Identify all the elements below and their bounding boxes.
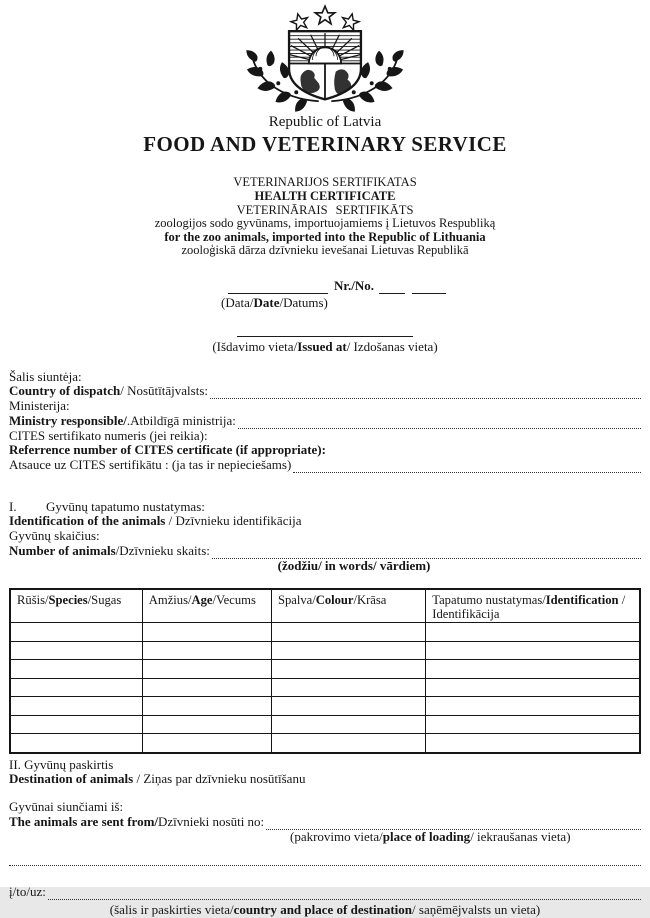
animals-table-empty-cell xyxy=(271,641,425,660)
issued-caption-post: / Izdošanas vieta) xyxy=(346,338,438,354)
animals-table-empty-row xyxy=(10,623,640,642)
animals-table-empty-cell xyxy=(142,734,271,753)
animals-table-empty-cell xyxy=(271,734,425,753)
destination-caption xyxy=(9,902,641,918)
place-of-loading-caption xyxy=(290,830,641,845)
header-segment-bold: Age xyxy=(191,593,213,608)
destination-line xyxy=(9,885,641,900)
certificate-title-lv: VETERINĀRAIS SERTIFIKĀTS xyxy=(236,203,414,217)
to-label: į/to/uz: xyxy=(9,884,46,900)
number-of-animals-line xyxy=(9,544,641,559)
section1-heading-lt-text: Gyvūnų tapatumo nustatymas: xyxy=(46,498,205,514)
cites-label-lv: Atsauce uz CITES sertifikātu : (ja tas ir nepieciešams) xyxy=(9,457,292,472)
animals-table-empty-cell xyxy=(271,660,425,679)
sent-from-label-lt: Gyvūnai siunčiami iš: xyxy=(9,799,124,815)
cites-label-en: Referrence number of CITES certificate (if appropriate): xyxy=(9,442,326,458)
animals-table-empty-cell xyxy=(426,660,640,679)
animals-table-empty-cell xyxy=(10,697,142,716)
number-of-animals-label-en: Number of animals xyxy=(9,542,116,558)
country-of-dispatch-fill-line xyxy=(210,387,641,399)
column-header-species xyxy=(10,589,142,623)
number-label: Nr./No. xyxy=(334,277,374,293)
issued-fill-line xyxy=(237,336,413,337)
purpose-line-lt: zoologijos sodo gyvūnams, importuojamiems į Lietuvos Respubliką xyxy=(154,216,496,230)
animals-table-empty-cell xyxy=(142,660,271,679)
section2-heading-en xyxy=(9,772,641,787)
animals-table xyxy=(9,588,641,754)
animals-table-empty-cell xyxy=(10,641,142,660)
country-title: Republic of Latvia xyxy=(268,114,382,130)
section2-heading-en-bold: Destination of animals xyxy=(9,771,134,787)
country-of-dispatch-label-lt: Šalis siuntėja: xyxy=(9,368,82,384)
date-caption-bold: Date xyxy=(253,294,280,310)
header-segment: /Krāsa xyxy=(353,593,387,608)
destination-caption-pre: (šalis ir paskirties vieta/ xyxy=(109,901,234,917)
country-of-dispatch-label-en: Country of dispatch xyxy=(9,383,121,399)
animals-table-empty-row xyxy=(10,697,640,716)
destination-caption-post: / saņēmējvalsts un vieta) xyxy=(412,901,541,917)
destination-fill-line xyxy=(48,888,641,900)
purpose-line-lv: zooloģiskā dārza dzīvnieku ievešanai Lietuvas Republikā xyxy=(181,243,469,258)
header-segment-bold: Identification xyxy=(545,593,619,608)
sent-from-label-en: The animals are sent from/ xyxy=(9,813,159,829)
section2-heading-lv: / Ziņas par dzīvnieku nosūtīšanu xyxy=(133,771,306,787)
animals-table-empty-cell xyxy=(10,715,142,734)
animals-table-empty-cell xyxy=(142,641,271,660)
animals-table-empty-cell xyxy=(426,734,640,753)
service-title: FOOD AND VETERINARY SERVICE xyxy=(143,132,507,156)
animals-table-empty-row xyxy=(10,641,640,660)
sent-from-fill-line-2 xyxy=(9,865,641,866)
ministry-line xyxy=(9,414,641,429)
animals-table-empty-cell xyxy=(271,697,425,716)
cites-fill-line xyxy=(293,461,641,473)
section1-heading-en-bold: Identification of the animals xyxy=(9,513,166,529)
animals-table-header-row xyxy=(10,589,640,623)
date-fill-line xyxy=(228,281,328,294)
animals-table-empty-cell xyxy=(142,678,271,697)
animals-table-empty-cell xyxy=(271,715,425,734)
animals-table-empty-cell xyxy=(426,641,640,660)
number-of-animals-label-lv: /Dzīvnieku skaits: xyxy=(115,542,210,558)
number-of-animals-label-lt: Gyvūnų skaičius: xyxy=(9,528,100,544)
header-segment: /Vecums xyxy=(212,593,256,608)
header-segment: Spalva/ xyxy=(277,593,316,608)
issued-caption-pre: (Išdavimo vieta/ xyxy=(212,338,298,354)
certificate-title-en: HEALTH CERTIFICATE xyxy=(254,189,396,203)
ministry-label-lt: Ministerija: xyxy=(9,398,70,414)
animals-table-empty-row xyxy=(10,660,640,679)
header-segment-bold: Colour xyxy=(315,593,354,608)
sent-from-line xyxy=(9,815,641,830)
section1-numeral: I. xyxy=(9,498,17,514)
animals-table-empty-row xyxy=(10,715,640,734)
section1-heading-en xyxy=(9,514,641,529)
animals-table-empty-row xyxy=(10,734,640,753)
certificate-title-lt: VETERINARIJOS SERTIFIKATAS xyxy=(233,175,417,189)
in-words-caption: (žodžiu/ in words/ vārdiem) xyxy=(277,557,431,573)
date-caption-pre: (Data/ xyxy=(221,294,254,310)
animals-table-empty-cell xyxy=(142,623,271,642)
date-caption-post: /Datums) xyxy=(279,294,328,310)
header-segment: / Identifikācija xyxy=(432,593,626,622)
column-header-age xyxy=(142,589,271,623)
column-header-identification xyxy=(426,589,640,623)
animals-table-empty-cell xyxy=(271,678,425,697)
header-segment: Rūšis/ xyxy=(17,593,49,608)
country-of-dispatch-label-lv: / Nosūtītājvalsts: xyxy=(120,383,208,399)
cites-label-lt: CITES sertifikato numeris (jei reikia): xyxy=(9,427,208,443)
issued-caption-bold: Issued at xyxy=(297,338,347,354)
animals-table-empty-cell xyxy=(426,678,640,697)
loading-caption-post: / iekraušanas vieta) xyxy=(470,828,571,844)
animals-table-empty-cell xyxy=(10,623,142,642)
section1-heading-lv: / Dzīvnieku identifikācija xyxy=(165,513,302,529)
animals-table-empty-cell xyxy=(426,715,640,734)
number-fill-line-2 xyxy=(412,281,446,294)
header-segment: Tapatumo nustatymas/ xyxy=(432,593,546,608)
sent-from-label-lv: Dzīvnieki nosūti no: xyxy=(158,813,265,829)
number-fill-line-1 xyxy=(379,281,405,294)
header-segment: /Sugas xyxy=(87,593,122,608)
number-row xyxy=(228,279,641,294)
animals-table-empty-cell xyxy=(426,623,640,642)
animals-table-empty-cell xyxy=(10,734,142,753)
ministry-label-lv: .Atbildīgā ministrija: xyxy=(126,412,236,428)
section2-heading-lt: II. Gyvūnų paskirtis xyxy=(9,756,114,772)
date-caption xyxy=(221,295,641,311)
animals-table-empty-row xyxy=(10,678,640,697)
header-segment: Amžius/ xyxy=(148,593,192,608)
issued-caption xyxy=(9,339,641,355)
country-of-dispatch-line xyxy=(9,384,641,399)
column-header-colour xyxy=(271,589,425,623)
animals-table-empty-cell xyxy=(426,697,640,716)
loading-caption-pre: (pakrovimo vieta/ xyxy=(290,828,383,844)
number-of-animals-fill-line xyxy=(212,547,641,559)
section1-heading-lt xyxy=(9,500,641,515)
header-segment-bold: Species xyxy=(48,593,88,608)
destination-caption-bold: country and place of destination xyxy=(233,901,413,917)
animals-table-empty-cell xyxy=(142,715,271,734)
animals-table-empty-cell xyxy=(142,697,271,716)
animals-table-empty-cell xyxy=(10,678,142,697)
latvia-coat-of-arms-icon xyxy=(9,6,641,112)
ministry-label-en: Ministry responsible/ xyxy=(9,412,127,428)
animals-table-empty-cell xyxy=(10,660,142,679)
animals-table-body xyxy=(10,623,640,753)
purpose-line-en: for the zoo animals, imported into the Republic of Lithuania xyxy=(164,229,486,244)
ministry-fill-line xyxy=(238,417,641,429)
animals-table-empty-cell xyxy=(271,623,425,642)
loading-caption-bold: place of loading xyxy=(382,828,471,844)
cites-line xyxy=(9,458,641,473)
